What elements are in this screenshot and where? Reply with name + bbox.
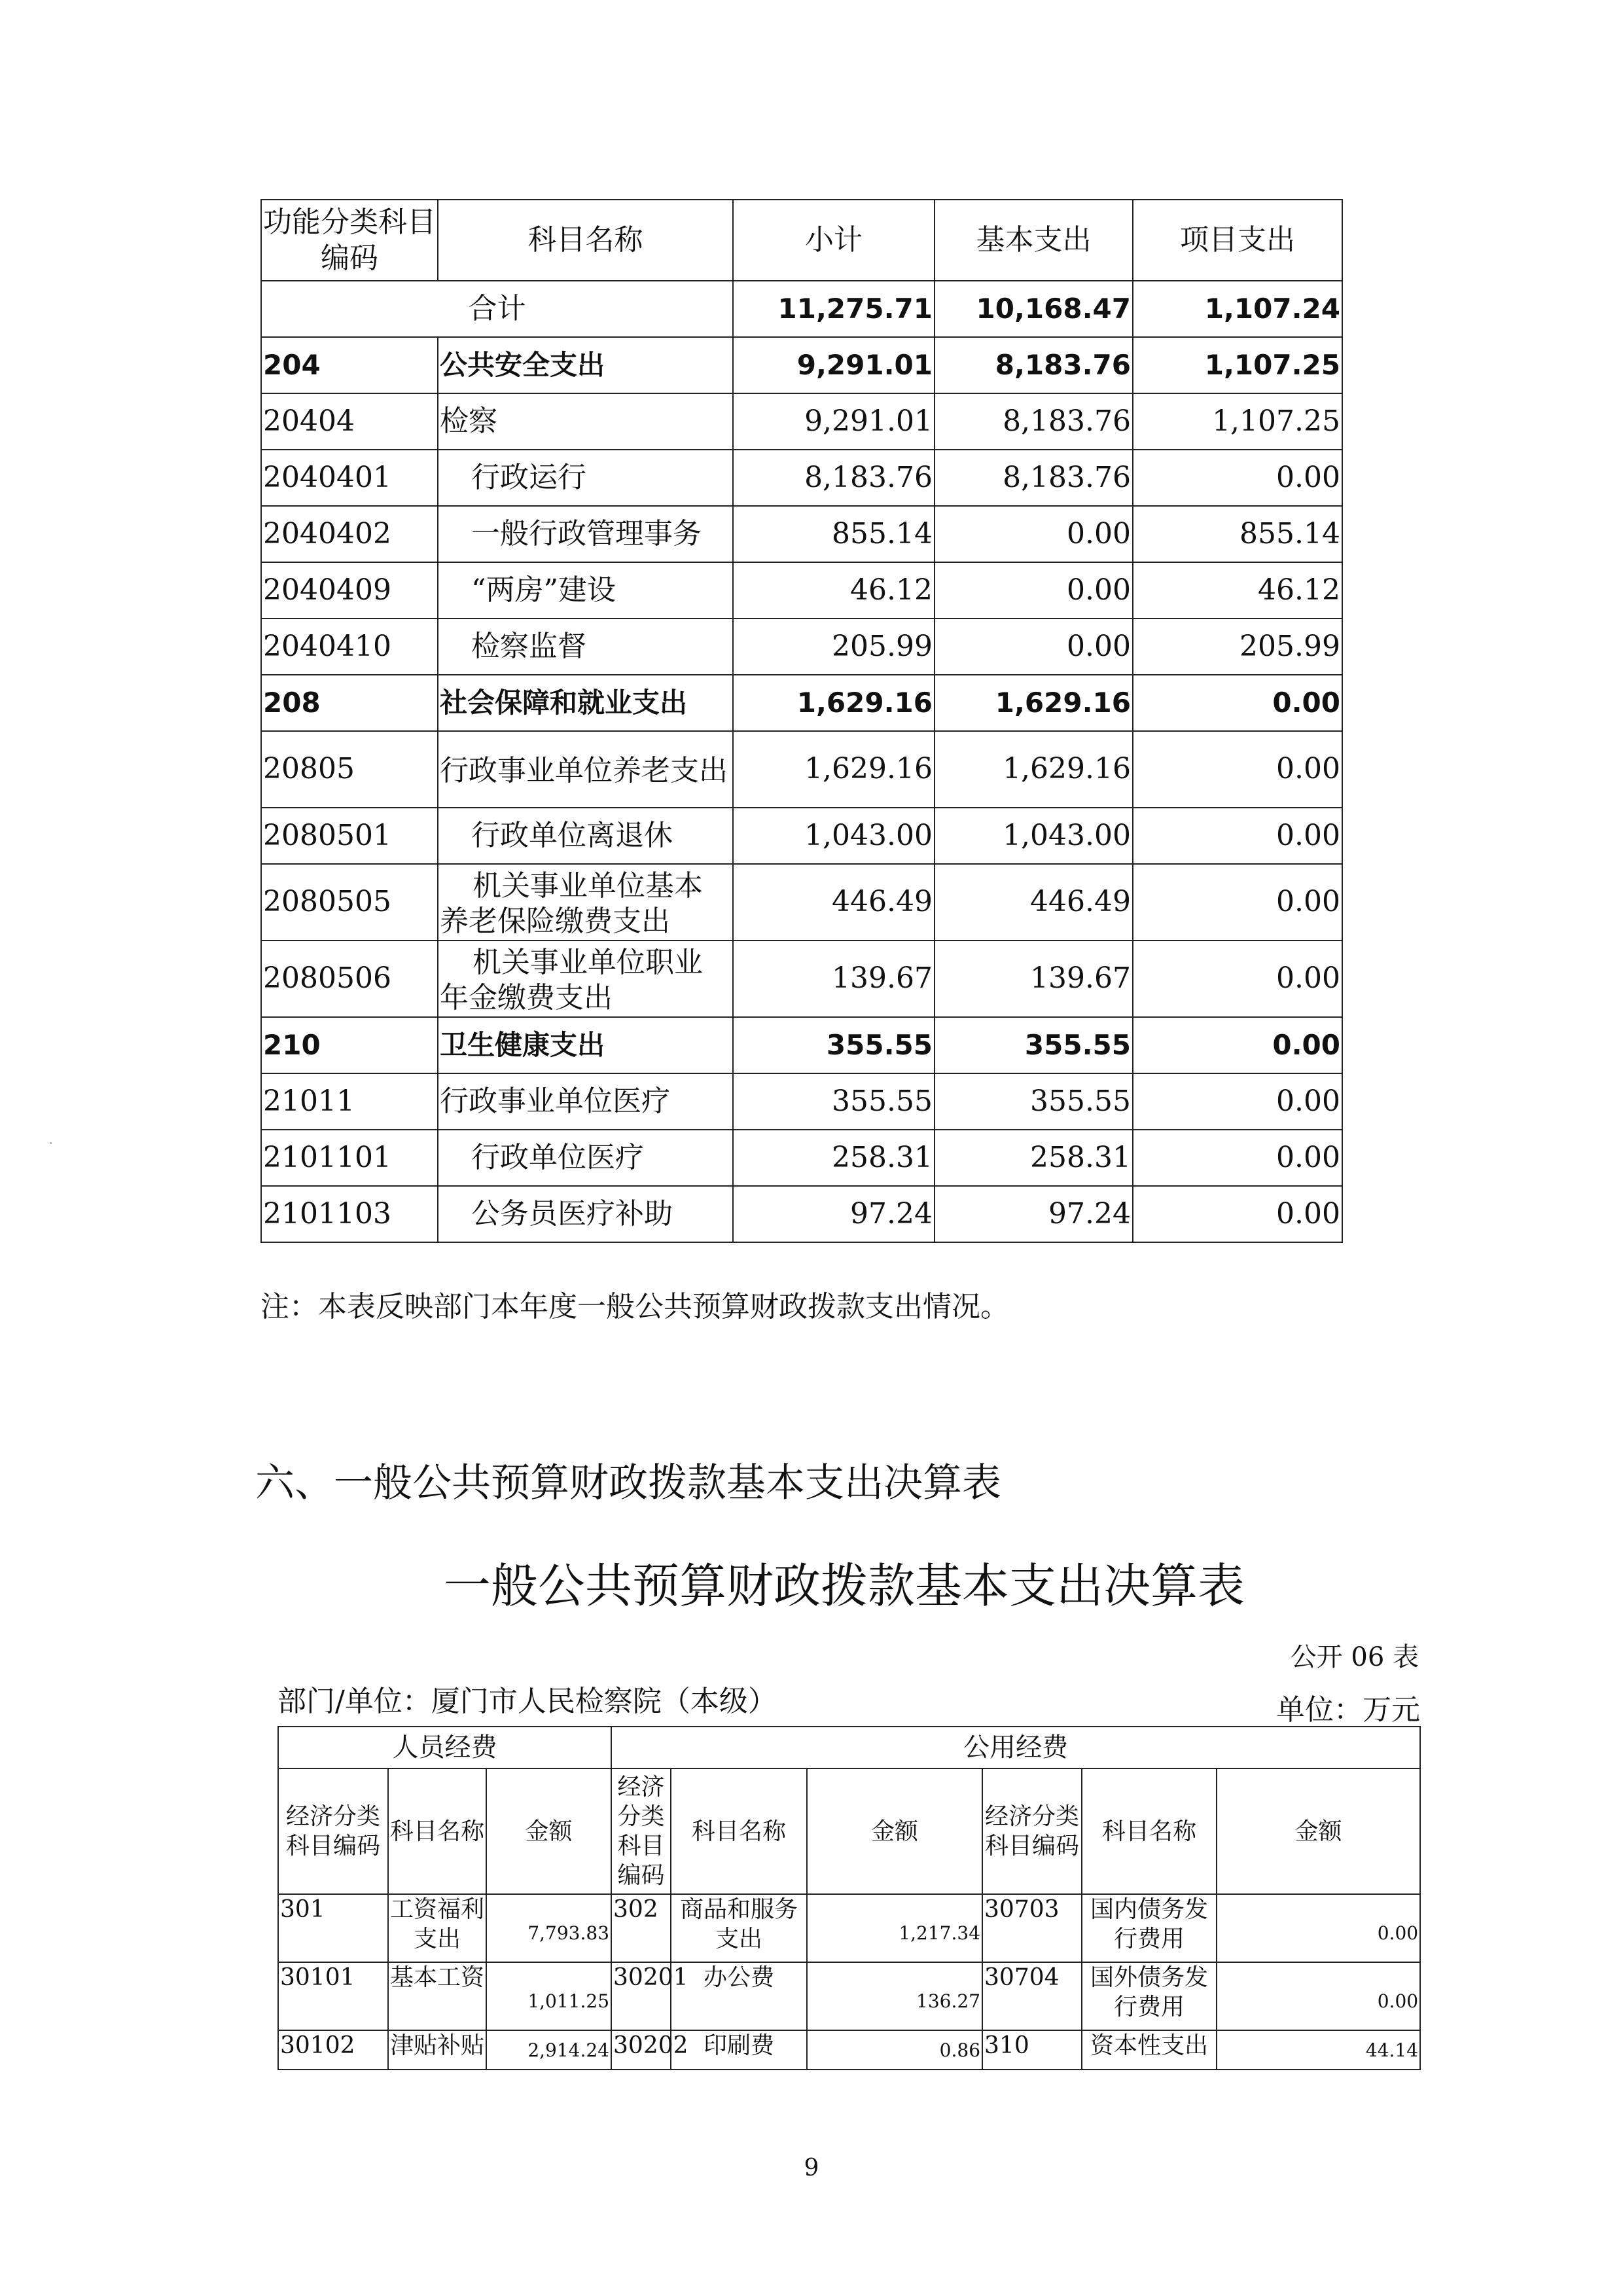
row-code: 2080505 — [261, 864, 438, 941]
row-code: 2040409 — [261, 562, 438, 619]
row-code: 20404 — [261, 393, 438, 450]
row-name: 检察监督 — [438, 619, 733, 675]
row-name: 津贴补贴 — [388, 2030, 486, 2070]
row-code: 301 — [278, 1894, 388, 1962]
header-amount: 金额 — [1217, 1768, 1420, 1894]
row-subtotal: 9,291.01 — [733, 337, 935, 393]
row-code: 30102 — [278, 2030, 388, 2070]
row-name: 工资福利支出 — [388, 1894, 486, 1962]
row-basic: 1,629.16 — [935, 675, 1133, 731]
row-name: 行政运行 — [438, 450, 733, 506]
group-personnel: 人员经费 — [278, 1727, 611, 1768]
row-name: 公共安全支出 — [438, 337, 733, 393]
total-project: 1,107.24 — [1133, 281, 1342, 337]
row-name: 卫生健康支出 — [438, 1017, 733, 1073]
table-row — [261, 562, 1342, 619]
row-project: 0.00 — [1133, 1073, 1342, 1130]
table-row — [261, 506, 1342, 562]
table-row — [278, 1962, 1420, 2030]
row-subtotal: 446.49 — [733, 864, 935, 941]
row-subtotal: 139.67 — [733, 941, 935, 1017]
total-row — [261, 281, 1342, 337]
header-code: 经济分类科目编码 — [982, 1768, 1082, 1894]
row-name: 检察 — [438, 393, 733, 450]
row-basic: 1,043.00 — [935, 808, 1133, 864]
header-amount: 金额 — [486, 1768, 611, 1894]
row-basic: 8,183.76 — [935, 393, 1133, 450]
row-basic: 1,629.16 — [935, 731, 1133, 808]
group-header-row — [278, 1727, 1420, 1768]
table-row — [261, 941, 1342, 1017]
row-basic: 355.55 — [935, 1017, 1133, 1073]
row-name: 国内债务发行费用 — [1082, 1894, 1217, 1962]
row-subtotal: 355.55 — [733, 1073, 935, 1130]
row-project: 205.99 — [1133, 619, 1342, 675]
row-name: 行政单位离退休 — [438, 808, 733, 864]
row-project: 0.00 — [1133, 675, 1342, 731]
row-name: 机关事业单位基本养老保险缴费支出 — [438, 864, 733, 941]
table-row — [261, 731, 1342, 808]
table-row — [261, 619, 1342, 675]
header-code: 经济分类科目编码 — [611, 1768, 671, 1894]
row-project: 0.00 — [1133, 731, 1342, 808]
row-basic: 258.31 — [935, 1130, 1133, 1186]
row-name: 办公费 — [671, 1962, 807, 2030]
row-subtotal: 9,291.01 — [733, 393, 935, 450]
page-number: 9 — [804, 2155, 819, 2181]
row-code: 2080501 — [261, 808, 438, 864]
row-name: 行政单位医疗 — [438, 1130, 733, 1186]
basic-expenditure-table — [277, 1726, 1421, 2070]
unit-label: 单位：万元 — [1276, 1693, 1420, 1727]
row-subtotal: 1,043.00 — [733, 808, 935, 864]
row-code: 30704 — [982, 1962, 1082, 2030]
row-subtotal: 205.99 — [733, 619, 935, 675]
row-code: 30202 — [611, 2030, 671, 2070]
row-amount: 1,011.25 — [486, 1962, 611, 2030]
table-title: 一般公共预算财政拨款基本支出决算表 — [443, 1558, 1245, 1613]
header-code: 功能分类科目编码 — [261, 200, 438, 281]
row-project: 0.00 — [1133, 1017, 1342, 1073]
table-header-row — [261, 200, 1342, 281]
row-name: 行政事业单位养老支出 — [438, 731, 733, 808]
table-row — [261, 393, 1342, 450]
row-subtotal: 1,629.16 — [733, 731, 935, 808]
row-project: 0.00 — [1133, 1186, 1342, 1242]
total-basic: 10,168.47 — [935, 281, 1133, 337]
table-row — [278, 2030, 1420, 2070]
table-row — [261, 337, 1342, 393]
row-code: 2040402 — [261, 506, 438, 562]
row-code: 204 — [261, 337, 438, 393]
row-subtotal: 46.12 — [733, 562, 935, 619]
row-subtotal: 258.31 — [733, 1130, 935, 1186]
row-amount: 7,793.83 — [486, 1894, 611, 1962]
row-code: 20805 — [261, 731, 438, 808]
row-project: 855.14 — [1133, 506, 1342, 562]
header-amount: 金额 — [807, 1768, 982, 1894]
row-code: 208 — [261, 675, 438, 731]
row-basic: 0.00 — [935, 562, 1133, 619]
column-header-row — [278, 1768, 1420, 1894]
table-row — [261, 864, 1342, 941]
header-name: 科目名称 — [388, 1768, 486, 1894]
row-project: 0.00 — [1133, 941, 1342, 1017]
table-row — [278, 1894, 1420, 1962]
table-row — [261, 1017, 1342, 1073]
header-subtotal: 小计 — [733, 200, 935, 281]
row-code: 302 — [611, 1894, 671, 1962]
row-name: 国外债务发行费用 — [1082, 1962, 1217, 2030]
row-amount: 0.00 — [1217, 1894, 1420, 1962]
row-name: 基本工资 — [388, 1962, 486, 2030]
row-name: 印刷费 — [671, 2030, 807, 2070]
header-name: 科目名称 — [438, 200, 733, 281]
total-subtotal: 11,275.71 — [733, 281, 935, 337]
row-code: 30703 — [982, 1894, 1082, 1962]
row-basic: 8,183.76 — [935, 337, 1133, 393]
row-amount: 44.14 — [1217, 2030, 1420, 2070]
row-subtotal: 1,629.16 — [733, 675, 935, 731]
row-subtotal: 355.55 — [733, 1017, 935, 1073]
row-name: 机关事业单位职业年金缴费支出 — [438, 941, 733, 1017]
row-basic: 446.49 — [935, 864, 1133, 941]
row-code: 21011 — [261, 1073, 438, 1130]
row-name: 社会保障和就业支出 — [438, 675, 733, 731]
row-code: 30201 — [611, 1962, 671, 2030]
expenditure-table — [260, 199, 1343, 1243]
row-name: 商品和服务支出 — [671, 1894, 807, 1962]
row-name: 资本性支出 — [1082, 2030, 1217, 2070]
table-number: 公开 06 表 — [1290, 1642, 1419, 1672]
row-project: 0.00 — [1133, 450, 1342, 506]
table-row — [261, 1073, 1342, 1130]
row-basic: 97.24 — [935, 1186, 1133, 1242]
row-name: “两房”建设 — [438, 562, 733, 619]
scan-speck — [50, 1142, 52, 1144]
header-code: 经济分类科目编码 — [278, 1768, 388, 1894]
table-note: 注：本表反映部门本年度一般公共预算财政拨款支出情况。 — [260, 1290, 1009, 1323]
row-basic: 8,183.76 — [935, 450, 1133, 506]
header-basic: 基本支出 — [935, 200, 1133, 281]
row-basic: 0.00 — [935, 506, 1133, 562]
row-subtotal: 97.24 — [733, 1186, 935, 1242]
row-amount: 1,217.34 — [807, 1894, 982, 1962]
row-subtotal: 855.14 — [733, 506, 935, 562]
row-name: 行政事业单位医疗 — [438, 1073, 733, 1130]
table-row — [261, 1186, 1342, 1242]
row-project: 0.00 — [1133, 1130, 1342, 1186]
header-name: 科目名称 — [1082, 1768, 1217, 1894]
total-label: 合计 — [261, 281, 733, 337]
row-name: 公务员医疗补助 — [438, 1186, 733, 1242]
row-amount: 0.00 — [1217, 1962, 1420, 2030]
table-row — [261, 450, 1342, 506]
table-row — [261, 1130, 1342, 1186]
row-code: 2101101 — [261, 1130, 438, 1186]
row-amount: 0.86 — [807, 2030, 982, 2070]
row-basic: 355.55 — [935, 1073, 1133, 1130]
row-code: 2040410 — [261, 619, 438, 675]
section-heading: 六、一般公共预算财政拨款基本支出决算表 — [255, 1460, 1001, 1506]
row-project: 0.00 — [1133, 808, 1342, 864]
table-row — [261, 675, 1342, 731]
row-basic: 139.67 — [935, 941, 1133, 1017]
group-public: 公用经费 — [611, 1727, 1420, 1768]
row-basic: 0.00 — [935, 619, 1133, 675]
row-code: 2101103 — [261, 1186, 438, 1242]
table-row — [261, 808, 1342, 864]
row-project: 1,107.25 — [1133, 393, 1342, 450]
row-code: 310 — [982, 2030, 1082, 2070]
row-code: 30101 — [278, 1962, 388, 2030]
row-project: 0.00 — [1133, 864, 1342, 941]
row-code: 2080506 — [261, 941, 438, 1017]
header-project: 项目支出 — [1133, 200, 1342, 281]
row-subtotal: 8,183.76 — [733, 450, 935, 506]
row-amount: 136.27 — [807, 1962, 982, 2030]
row-project: 1,107.25 — [1133, 337, 1342, 393]
row-name: 一般行政管理事务 — [438, 506, 733, 562]
row-amount: 2,914.24 — [486, 2030, 611, 2070]
row-code: 210 — [261, 1017, 438, 1073]
department-label: 部门/单位：厦门市人民检察院（本级） — [277, 1685, 777, 1718]
header-name: 科目名称 — [671, 1768, 807, 1894]
row-code: 2040401 — [261, 450, 438, 506]
row-project: 46.12 — [1133, 562, 1342, 619]
